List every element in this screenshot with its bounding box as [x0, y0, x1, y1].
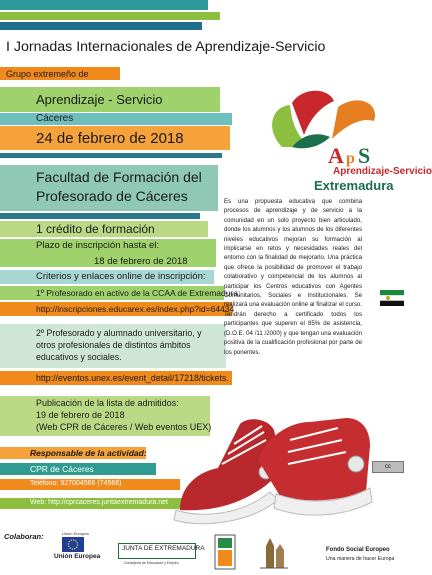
event-date: 24 de febrero de 2018	[36, 130, 184, 147]
city-band	[0, 113, 232, 125]
decor-stripe	[0, 153, 222, 158]
logo-text: Extremadura	[314, 178, 394, 193]
uex-logo-icon	[214, 534, 236, 570]
cpr-label: CPR de Cáceres	[30, 464, 94, 474]
city-label: Cáceres	[36, 113, 74, 124]
prof1-label: 1º Profesorado en activo de la CCAA de Extremadura:	[36, 288, 241, 298]
svg-text:p: p	[346, 150, 355, 167]
admitted-line: Publicación de la lista de admitidos:	[36, 398, 179, 408]
fse-label: Fondo Social Europeo	[326, 547, 390, 553]
inscription-link-1[interactable]: http://inscripciones.educarex.es/index.php?id=64434	[36, 304, 235, 314]
svg-text:S: S	[358, 143, 371, 168]
faculty-line: Facultad de Formación del	[36, 169, 202, 185]
description-text: Es una propuesta educativa que combina procesos de aprendizaje y de servicio a la comunidad en un solo proyecto bien articulado, donde los alumnos y los alumnos de los diferentes niveles educativos mejoran su formación al implicarse en retos y necesidades reales del entorno con la finalidad de mejorarlo. Una práctica que ofrece la posibilidad de promover el trabajo colaborativo y competencial de los alumnos al participar los Centros educativos con Agentes Comunitarios, Sociales e Institucionales. Se realizará una evaluación online al finalizar el curso. Tendrán derecho a certificado todos los participantes que superen el 85% de asistencia, (D.O.E. 04 /11 /2000) y que tengan una evaluación positiva de la cualificación profesional por parte de los ponentes.	[224, 198, 362, 356]
criteria-label: Criterios y enlaces online de inscripción:	[36, 271, 206, 282]
prof2-line: otros profesionales de distintos ámbitos	[36, 340, 191, 350]
decor-stripe	[0, 12, 220, 20]
eu-flag-icon	[62, 537, 84, 552]
decor-stripe	[0, 0, 208, 10]
license-badge: cc	[372, 461, 404, 473]
admitted-line: (Web CPR de Cáceres / Web eventos UEX)	[36, 422, 212, 432]
eu-small-label: Unión Europea	[62, 531, 89, 536]
extremadura-flag-icon	[380, 290, 404, 306]
aps-label: Aprendizaje - Servicio	[36, 92, 163, 107]
prof2-line: educativos y sociales.	[36, 352, 122, 362]
deadline-date: 18 de febrero de 2018	[94, 256, 188, 267]
eu-label: Unión Europea	[54, 553, 101, 560]
phone-label: Teléfono: 927004566 (74566)	[30, 480, 122, 487]
web-link[interactable]: Web: http://cprcaceres.juntaextremadura.net	[30, 499, 168, 506]
svg-text:A: A	[328, 143, 344, 168]
page-title: I Jornadas Internacionales de Aprendizaje-Servicio	[6, 39, 326, 55]
faculty-line: Profesorado de Cáceres	[36, 188, 188, 204]
junta-label: JUNTA DE EXTREMADURA	[122, 545, 205, 552]
cpr-logo-icon	[258, 534, 290, 570]
admitted-line: 19 de febrero de 2018	[36, 410, 125, 420]
collaborators-label: Colaboran:	[4, 532, 44, 541]
responsible-label: Responsable de la actividad:	[30, 448, 147, 458]
logo-text: Aprendizaje-Servicio	[333, 166, 432, 177]
deadline-label: Plazo de inscripción hasta el:	[36, 240, 160, 251]
decor-stripe	[0, 22, 202, 30]
prof2-line: 2º Profesorado y alumnado universitario, y	[36, 328, 202, 338]
credit-label: 1 crédito de formación	[36, 222, 155, 236]
inscription-link-2[interactable]: http://eventos.unex.es/event_detail/17218/tickets.	[36, 373, 229, 383]
sneakers-illustration	[170, 360, 375, 528]
junta-sub-label: Consejería de Educación y Empleo	[124, 561, 179, 565]
aps-logo-icon	[262, 85, 402, 168]
decor-stripe	[0, 213, 200, 219]
group-label: Grupo extremeño de	[6, 69, 89, 79]
fse-sub-label: Una manera de hacer Europa	[326, 556, 395, 562]
